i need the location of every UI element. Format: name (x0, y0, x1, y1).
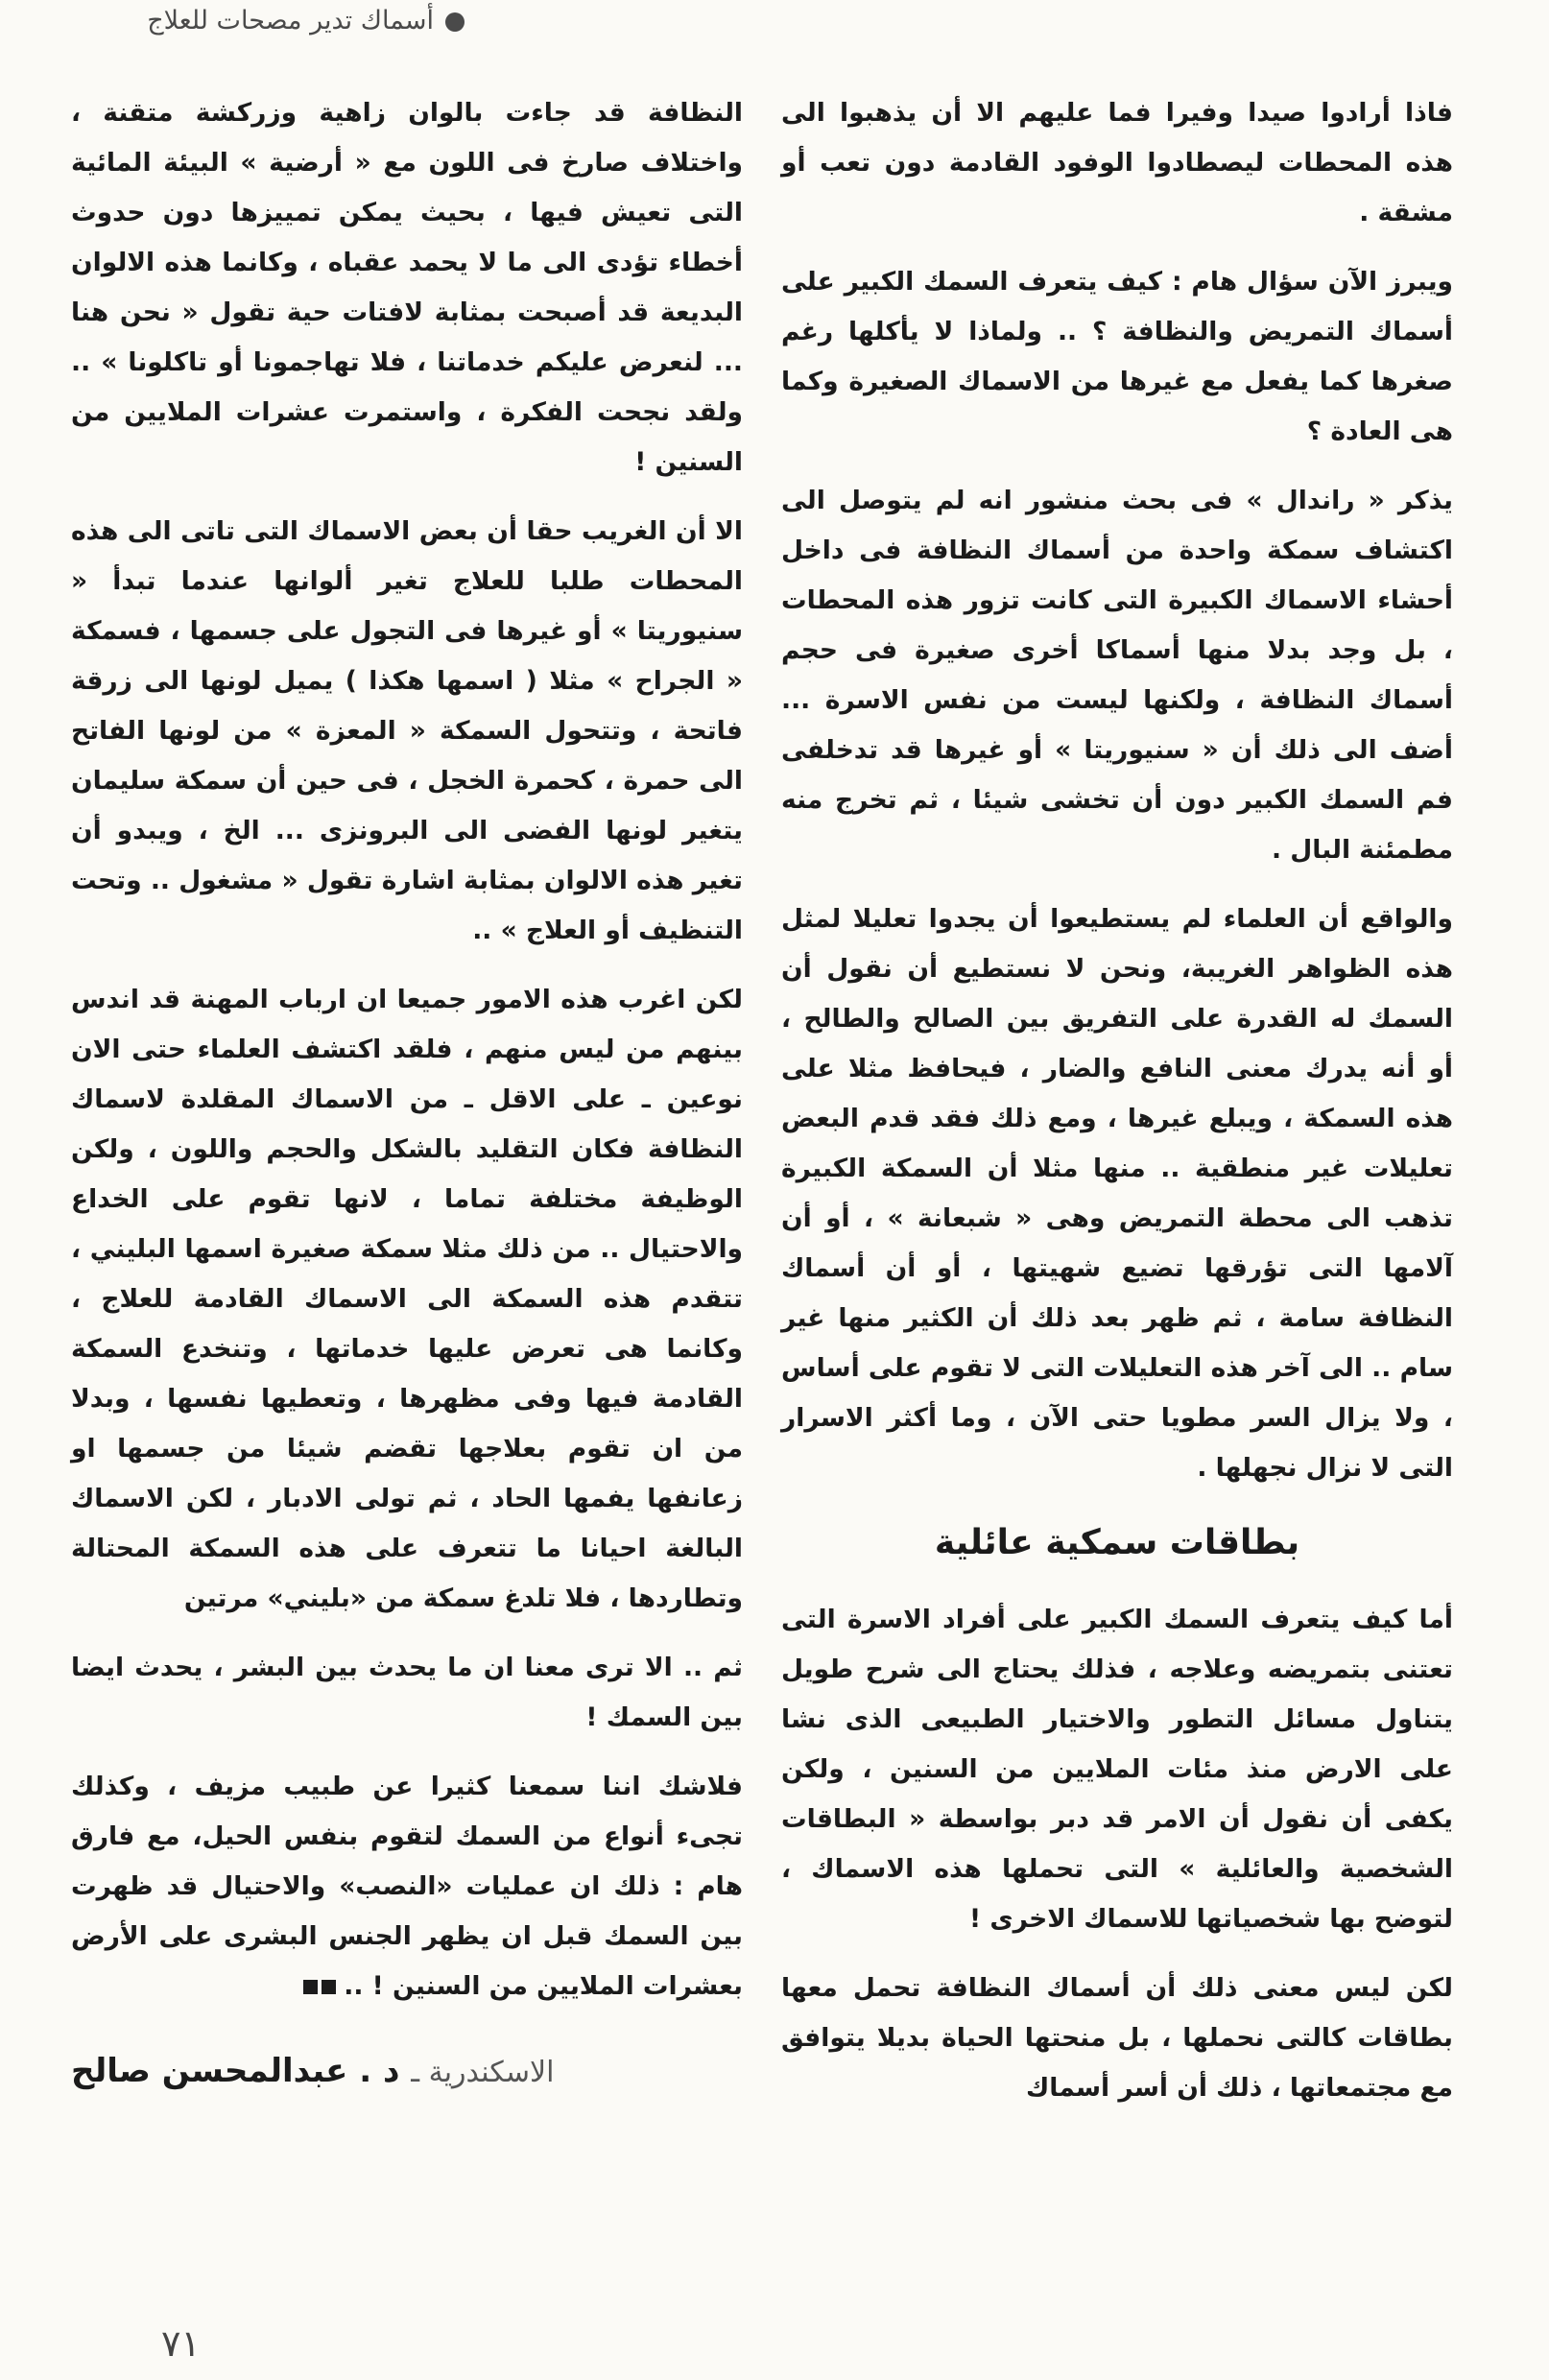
running-header (13, 6, 465, 36)
paragraph: النظافة قد جاءت بالوان زاهية وزركشة متقنة ، واختلاف صارخ فى اللون مع « أرضية » البيئة المائية التى تعيش فيها ، بحيث يمكن تمييزها دون حدوث أخطاء تؤدى الى ما لا يحمد عقباه ، وكانما هذه الالوان البديعة قد أصبحت بمثابة لافتات حية تقول « نحن هنا ... لنعرض عليكم خدماتنا ، فلا تهاجمونا أو تاكلونا » .. ولقد نجحت الفكرة ، واستمرت عشرات الملايين من السنين ! (71, 98, 743, 477)
left-column (71, 88, 743, 2098)
page-number: ٧١ (161, 2322, 201, 2365)
running-title: أسماك تدير مصحات للعلاج (147, 6, 434, 36)
paragraph: لكن اغرب هذه الامور جميعا ان ارباب المهنة قد اندس بينهم من ليس منهم ، فلقد اكتشف العلماء حتى الان نوعين ـ على الاقل ـ من الاسماك المقلدة لاسماك النظافة فكان التقليد بالشكل والحجم واللون ، ولكن الوظيفة مختلفة تماما ، لانها تقوم على الخداع والاحتيال .. من ذلك مثلا سمكة صغيرة اسمها البليني ، تتقدم هذه السمكة الى الاسماك القادمة للعلاج ، وكانما هى تعرض عليها خدماتها ، وتنخدع السمكة القادمة فيها وفى مظهرها ، وتعطيها نفسها ، وبدلا من ان تقوم بعلاجها تقضم شيئا من جسمها او زعانفها يفمها الحاد ، ثم تولى الادبار ، لكن الاسماك البالغة احيانا ما تتعرف على هذه السمكة المحتالة وتطاردها ، فلا تلدغ سمكة من «بليني» مرتين (71, 985, 743, 1613)
byline-author: د . عبدالمحسن صالح (71, 2052, 400, 2090)
paragraph: فاذا أرادوا صيدا وفيرا فما عليهم الا أن يذهبوا الى هذه المحطات ليصطادوا الوفود القادمة دون تعب أو مشقة . (781, 98, 1453, 227)
paragraph (71, 1762, 743, 2011)
right-column (781, 88, 1453, 2132)
end-of-article-icon (299, 1962, 336, 2011)
paragraph: لكن ليس معنى ذلك أن أسماك النظافة تحمل معها بطاقات كالتى نحملها ، بل منحتها الحياة بديلا يتوافق مع مجتمعاتها ، ذلك أن أسر أسماك (781, 1973, 1453, 2103)
paragraph: ثم .. الا ترى معنا ان ما يحدث بين البشر ، يحدث ايضا بين السمك ! (71, 1653, 743, 1732)
paragraph: الا أن الغريب حقا أن بعض الاسماك التى تاتى الى هذه المحطات طلبا للعلاج تغير ألوانها عندما تبدأ « سنيوريتا » أو غيرها فى التجول على جسمها ، فسمكة « الجراح » مثلا ( اسمها هكذا ) يميل لونها الى زرقة فاتحة ، وتتحول السمكة « المعزة » من لونها الفاتح الى حمرة ، كحمرة الخجل ، فى حين أن سمكة سليمان يتغير لونها الفضى الى البرونزى ... الخ ، ويبدو أن تغير هذه الالوان بمثابة اشارة تقول « مشغول .. وتحت التنظيف أو العلاج » .. (71, 516, 743, 945)
paragraph: والواقع أن العلماء لم يستطيعوا أن يجدوا تعليلا لمثل هذه الظواهر الغريبة، ونحن لا نستطيع أن نقول أن السمك له القدرة على التفريق بين الصالح والطالح ، أو أنه يدرك معنى النافع والضار ، فيحافظ مثلا على هذه السمكة ، ويبلع غيرها ، ومع ذلك فقد قدم البعض تعليلات غير منطقية .. منها مثلا أن السمكة الكبيرة تذهب الى محطة التمريض وهى « شبعانة » ، أو أن آلامها التى تؤرقها تضيع شهيتها ، أو أن أسماك النظافة سامة ، ثم ظهر بعد ذلك أن الكثير منها غير سام .. الى آخر هذه التعليلات التى لا تقوم على أساس ، ولا يزال السر مطويا حتى الآن ، وما أكثر الاسرار التى لا نزال نجهلها . (781, 904, 1453, 1483)
paragraph: يذكر « راندال » فى بحث منشور انه لم يتوصل الى اكتشاف سمكة واحدة من أسماك النظافة فى داخل أحشاء الاسماك الكبيرة التى كانت تزور هذه المحطات ، بل وجد بدلا منها أسماكا أخرى صغيرة فى حجم أسماك النظافة ، ولكنها ليست من نفس الاسرة ... أضف الى ذلك أن « سنيوريتا » أو غيرها قد تدخلفى فم السمك الكبير دون أن تخشى شيئا ، ثم تخرج منه مطمئنة البال . (781, 486, 1453, 865)
paragraph: أما كيف يتعرف السمك الكبير على أفراد الاسرة التى تعتنى بتمريضه وعلاجه ، فذلك يحتاج الى شرح طويل يتناول مسائل التطور والاختيار الطبيعى الذى نشا على الارض منذ مئات الملايين من السنين ، ولكن يكفى أن نقول أن الامر قد دبر بواسطة « البطاقات الشخصية والعائلية » التى تحملها هذه الاسماك ، لتوضح بها شخصياتها للاسماك الاخرى ! (781, 1605, 1453, 1934)
paragraph-text: فلاشك اننا سمعنا كثيرا عن طبيب مزيف ، وكذلك تجىء أنواع من السمك لتقوم بنفس الحيل، مع فارق هام : ذلك ان عمليات «النصب» والاحتيال قد ظهرت بين السمك قبل ان يظهر الجنس البشرى على الأرض بعشرات الملايين من السنين ! .. (71, 1772, 743, 2001)
bullet-icon (445, 12, 465, 32)
section-heading: بطاقات سمكية عائلية (934, 1523, 1300, 1562)
byline (71, 2046, 743, 2098)
byline-place: الاسكندرية ـ (411, 2056, 555, 2089)
paragraph: ويبرز الآن سؤال هام : كيف يتعرف السمك الكبير على أسماك التمريض والنظافة ؟ .. ولماذا لا يأكلها رغم صغرها كما يفعل مع غيرها من الاسماك الصغيرة وكما هى العادة ؟ (781, 267, 1453, 446)
